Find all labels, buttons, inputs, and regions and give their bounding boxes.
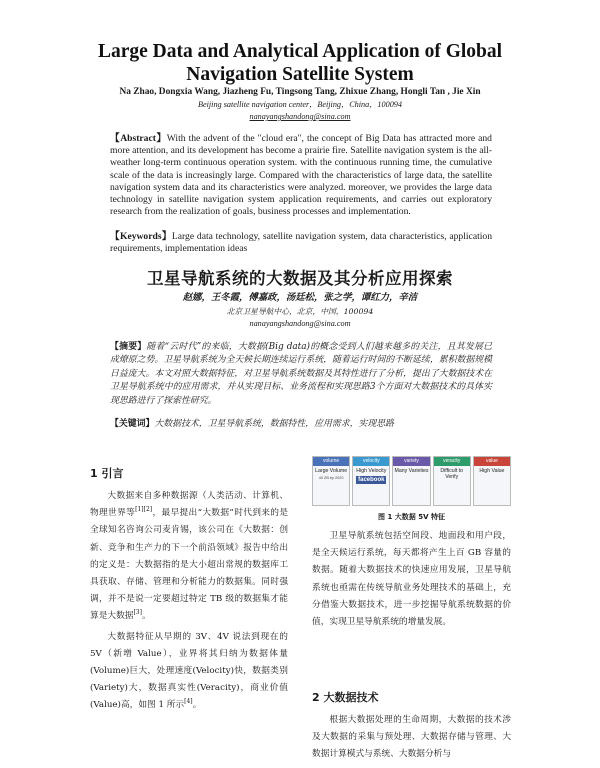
citation: [1][2] — [135, 506, 153, 514]
figure-tile-label: Difficult to Verify — [440, 468, 464, 480]
right-column-body — [312, 528, 511, 631]
english-email-link[interactable]: nanayangshandong@sina.com — [249, 112, 351, 121]
figure-tile-value — [473, 456, 511, 506]
chinese-keywords — [110, 418, 492, 431]
figure-tile-header: value — [474, 457, 510, 466]
english-authors: Na Zhao, Dongxia Wang, Jiazheng Fu, Tingsong Tang, Zhixue Zhang, Hongli Tan , Jie Xin — [119, 87, 481, 97]
chinese-abstract — [110, 341, 492, 408]
citation: [4] — [184, 698, 193, 706]
figure-tile-caption: facebook — [358, 477, 385, 483]
figure-tile-volume — [312, 456, 350, 506]
right-column-body-2 — [312, 712, 511, 764]
text-span: 大数据特征从早期的 3V、4V 说法到现在的 5V（新增 Value），业界将其归纳为数据体量(Volume)巨大，处理速度(Velocity)快，数据类别(Variety)大，数据真实性(Veracity)，商业价值(Value)高，如图 1 所示 — [90, 631, 288, 711]
section-1-paragraph-2 — [90, 629, 288, 715]
chinese-abstract-text: 随着“云时代”的来临，大数据(Big data)的概念受到人们越来越多的关注，且其发展已成燎原之势。卫星导航系统为全天候长期连续运行系统，随着运行时间的不断延续，累积数据规模日益庞大。本文对照大数据特征，对卫星导航系统数据及其特性进行了分析，提出了大数据技术在卫星导航系统中的应用需求，并从实现目标、业务流程和实现思路3个方面对大数据技术的具体实现思路进行了探索性研究。 — [110, 342, 492, 406]
figure-tile-body — [313, 466, 349, 505]
chinese-affiliation: 北京卫星导航中心，北京，中国，100094 — [226, 307, 374, 316]
citation: [3] — [133, 609, 142, 617]
figure-tile-label: High Value — [479, 468, 505, 474]
english-keywords-label: 【Keywords】 — [110, 231, 172, 242]
figure-1-caption: 图 1 大数据 5V 特征 — [378, 513, 445, 521]
figure-tile-variety — [392, 456, 430, 506]
chinese-keywords-label: 【关键词】 — [110, 419, 155, 429]
english-keywords — [110, 231, 492, 255]
right-paragraph-1: 卫星导航系统包括空间段、地面段和用户段，是全天候运行系统，每天都将产生上百 GB 容量的数据。随着大数据技术的快速应用发展，卫星导航系统也亟需在传统导航业务处理技术的基础上，充分借鉴大数据技术，进一步挖掘导航系统数据的价值，实现卫星导航系统的增量发展。 — [312, 531, 511, 628]
figure-tile-body — [474, 466, 510, 505]
figure-tile-label: Many Varieties — [394, 468, 429, 474]
figure-tile-header: veracity — [434, 457, 470, 466]
english-title: Large Data and Analytical Application of Global Navigation Satellite System — [97, 41, 503, 85]
figure-tile-body — [434, 466, 470, 505]
left-column-body — [90, 488, 288, 715]
figure-tile-velocity — [352, 456, 390, 506]
section-2-heading: 2 大数据技术 — [312, 691, 379, 704]
figure-tile-header: variety — [393, 457, 429, 466]
figure-tile-header: velocity — [353, 457, 389, 466]
figure-tile-veracity — [433, 456, 471, 506]
text-span: ，最早提出“大数据”时代到来的是全球知名咨询公司麦肯锡，该公司在《大数据：创新、竞争和生产力的下一个前沿领域》报告中给出的定义是：大数据指的是大小超出常规的数据库工具获取、存储、管理和分析能力的数据集。同时强调，并不是说一定要超过特定 TB 级的数据集才能算是大数据 — [90, 508, 289, 622]
chinese-keywords-text: 大数据技术，卫星导航系统，数据特性，应用需求，实现思路 — [154, 419, 394, 429]
chinese-email: nanayangshandong@sina.com — [249, 319, 351, 328]
figure-tile-body — [353, 466, 389, 505]
english-keywords-text: Large data technology, satellite navigation system, data characteristics, application requirements, implementation ideas — [110, 231, 493, 255]
english-abstract-text: With the advent of the "cloud era", the concept of Big Data has attracted more and more attention, and its development has become a prairie fire. Satellite navigation system is the all-weather long-term continuous operation system. with the continuous running time, the cumulative scale of the data is increasingly large. Compared with the characteristics of large data, the satellite navigation system data and its characteristics were analyzed. moreover, we provides the large data technology in satellite navigation system application requirements, and carries out exploratory research from the realization of goals, business processes and implementation. — [110, 133, 492, 218]
section-1-paragraph-1 — [90, 488, 288, 626]
section-2-paragraph-1: 根据大数据处理的生命周期，大数据的技术涉及大数据的采集与预处理、大数据存储与管理、大数据计算模式与系统、大数据分析与 — [312, 715, 511, 760]
section-1-heading: 1 引言 — [90, 467, 124, 480]
english-abstract — [110, 133, 492, 218]
english-affiliation: Beijing satellite navigation center，Beijing，China，100094 — [198, 100, 402, 109]
english-abstract-label: 【Abstract】 — [110, 133, 167, 144]
chinese-title: 卫星导航系统的大数据及其分析应用探索 — [147, 269, 453, 288]
figure-tile-body — [393, 466, 429, 505]
chinese-abstract-label: 【摘要】 — [110, 342, 147, 352]
figure-tile-label: High Velocity — [356, 468, 387, 474]
figure-tile-caption: 40 ZB by 2020 — [318, 476, 344, 480]
figure-tile-label: Large Volume — [315, 468, 348, 474]
text-span: 大数据来自多种数据源（人类活动、计算机、物理世界等 — [90, 491, 288, 519]
figure-1-5v-features — [312, 456, 511, 506]
text-span: 。 — [192, 700, 202, 711]
figure-tile-header: volume — [313, 457, 349, 466]
text-span: 。 — [141, 611, 151, 622]
chinese-authors: 赵娜，王冬霞，傅嘉政，汤廷松，张之学，谭红力，辛洁 — [182, 292, 418, 303]
